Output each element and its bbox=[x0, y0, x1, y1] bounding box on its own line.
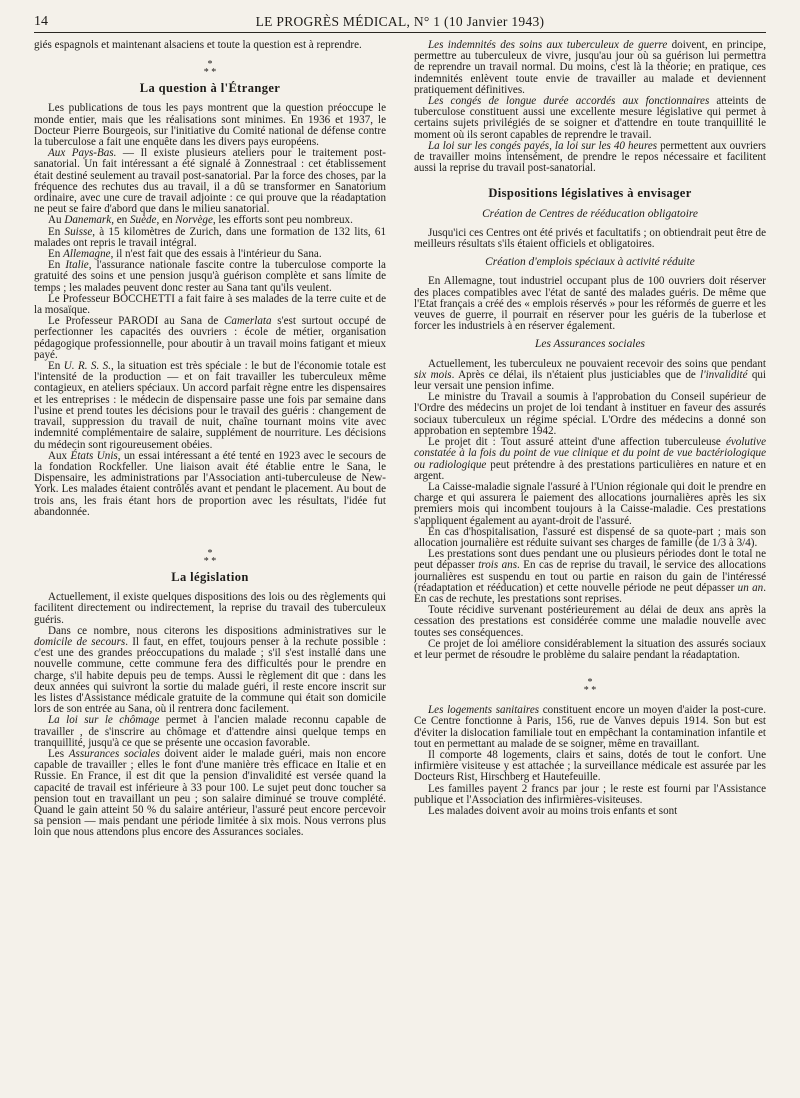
section-separator: * * * bbox=[203, 59, 217, 79]
running-header bbox=[34, 10, 766, 33]
section-separator: * * * bbox=[203, 547, 217, 567]
section-heading-legislation: La législation bbox=[171, 569, 249, 584]
left-column bbox=[34, 40, 386, 1088]
subheading-assurances: Les Assurances sociales bbox=[535, 338, 645, 351]
paragraph: Les familles payent 2 francs par jour ; le reste est fourni par l'Assistance publique et l'Association des infirmières-visiteuses. bbox=[414, 782, 766, 806]
paragraph: En Allemagne, il n'est fait que des essais à l'intérieur du Sana. bbox=[48, 248, 322, 261]
paragraph: Il comporte 48 logements, clairs et sains, dotés de tout le confort. Une infirmière visiteuse y est attachée ; la surveillance médicale est assurée par les Docteurs Rist, Hirschberg et Hautefeuille. bbox=[414, 748, 766, 784]
paragraph: Toute récidive survenant postérieurement au délai de deux ans après la cessation des prestations est considérée comme une maladie nouvelle avec toutes ses conséquences. bbox=[414, 604, 766, 639]
paragraph: En cas d'hospitalisation, l'assuré est dispensé de sa quote-part ; mais son allocation journalière est réduite suivant ses charges de famille (de 1/3 à 3/4). bbox=[414, 525, 766, 549]
paragraph: Les prestations sont dues pendant une ou plusieurs périodes dont le total ne peut dépasser trois ans. En cas de reprise du travail, le service des allocations journalières est suspendu en tout ou partie en raison du gain de l'intéressé (réadaptation et rééducation) et cette nouvelle période ne peut dépasser un an. En cas de rechute, les prestations sont reprises. bbox=[414, 548, 766, 605]
paragraph: En U. R. S. S., la situation est très spéciale : le but de l'économie totale est l'intensité de la production — et on fait travailler les tuberculeux même contagieux, en ateliers spéciaux. Un accord parfait règne entre les dispensaires et les entreprises : le médecin de dispensaire passe une fois par semaine dans l'usine et prend toutes les décisions pour le travail des guéris : changement de travail, suppression du travail de nuit, chaîne tournant moins vite avec indemnité complémentaire de salaire, supplément de nourriture. Les décisions du médecin sont rigoureusement obéies. bbox=[34, 360, 386, 451]
right-column bbox=[414, 40, 766, 1088]
paragraph: Le Professeur BOCCHETTI a fait faire à ses malades de la terre cuite et de la mosaïque. bbox=[34, 292, 386, 317]
paragraph: Aux Pays-Bas. — Il existe plusieurs ateliers pour le traitement post-sanatorial. Un fait intéressant a été signalé à Zonnestraal : cet établissement était destiné seulement au travail post-sanatorial. Par la force des choses, par la fréquence des rechutes dus au travail, il a dû se transformer en Sanatorium ordinaire, avec une cure de travail adjointe : ce qui prouve que la réadaptation ne peut se faire d'abord que dans le milieu sanatorial. bbox=[34, 147, 386, 216]
paragraph: Actuellement, les tuberculeux ne pouvaient recevoir des soins que pendant six mois. Après ce délai, ils n'étaient plus justiciables que de l'invalidité qui leur versait une pension infime. bbox=[414, 357, 766, 393]
subheading-emplois: Création d'emplois spéciaux à activité réduite bbox=[485, 256, 695, 269]
paragraph: Jusqu'ici ces Centres ont été privés et facultatifs ; on obtiendrait peut être de meilleurs résultats s'ils étaient officiels et obligatoires. bbox=[414, 226, 766, 251]
section-separator: * * * bbox=[583, 677, 597, 697]
paragraph: En Allemagne, tout industriel occupant plus de 100 ouvriers doit réserver des places compatibles avec l'état de santé des malades guéris. De même que l'Etat français a créé des « emplois réservés » pour les réformés de guerre et les veuves de guerre, il pourrait en réserver pour les guéris de la tuberlose et forcer les industriels à en réserver également. bbox=[414, 275, 766, 333]
paragraph: En Italie, l'assurance nationale fascite contre la tuberculose comporte la gratuité des soins et une pension jusqu'à guérison complète et sans limite de temps ; les malades peuvent donc rester au Sana tant qu'ils veulent. bbox=[34, 259, 386, 294]
section-heading-dispositions: Dispositions législatives à envisager bbox=[488, 186, 692, 201]
paragraph: Au Danemark, en Suède, en Norvège, les efforts sont peu nombreux. bbox=[48, 214, 353, 227]
paragraph: Le ministre du Travail a soumis à l'approbation du Conseil supérieur de l'Ordre des médecins un projet de loi tendant à instituer en faveur des assurés sociaux tuberculeux un régime spécial. L'Ordre des médecins a donné son approbation en septembre 1942. bbox=[414, 391, 766, 437]
paragraph: Les publications de tous les pays montrent que la question préoccupe le monde entier, mais que les réalisations sont minimes. En 1936 et 1937, le Docteur Pierre Bourgeois, sur l'initiative du Comité national de défense contre la tuberculose a fait une enquête dans les divers pays européens. bbox=[34, 102, 386, 149]
page-number: 14 bbox=[34, 14, 48, 29]
paragraph: Aux États Unis, un essai intéressant a été tenté en 1923 avec le secours de la fondation Rockfeller. Une liaison avait été établie entre le Sana, le Dispensaire, les administrations par l'Association anti-tuberculeuse de New-York. Les malades étaient contrôlés avant et pendant le placement. Au bout de trois ans, les frais étant hors de proportion avec les résultats, l'idée fut abandonnée. bbox=[34, 449, 386, 518]
paragraph: Les indemnités des soins aux tuberculeux de guerre doivent, en principe, permettre au tuberculeux de vivre, jusqu'au jour où sa guérison lui permettra de reprendre un travail normal. Du moins, c'est là la théorie; en pratique, ces indemnités enlèvent toute envie de travailler au malade et deviennent pratiquement définitives. bbox=[414, 40, 766, 96]
paragraph: La Caisse-maladie signale l'assuré à l'Union régionale qui doit le prendre en charge et qui assurera le paiement des allocations journalières après les six premiers mois qui incombent toujours à la Caisse-maladie. Ces prestations s'appliquent également au ayant-droit de l'assuré. bbox=[414, 480, 766, 527]
paragraph: giés espagnols et maintenant alsaciens et toute la question est à reprendre. bbox=[34, 40, 362, 51]
running-title: LE PROGRÈS MÉDICAL, N° 1 (10 Janvier 1943) bbox=[255, 14, 545, 29]
paragraph: Les Assurances sociales doivent aider le malade guéri, mais non encore capable de travailler ; elles le font d'une manière très efficace en Italie et en Russie. En France, il est dit que la pension d'invalidité est versée quand la capacité de travail est inférieure à 33 pour 100. Le sujet peut donc toucher sa pension tout en travaillant un peu ; son salaire diminué se trouve complété. Quand le gain atteint 50 % du salaire antérieur, l'assuré peut encore percevoir sa pension — mais pendant une période limitée à six mois. Nous verrons plus loin que nous attendons plus encore des Assurances sociales. bbox=[34, 747, 386, 839]
section-heading-etranger: La question à l'Étranger bbox=[139, 81, 281, 96]
paragraph: Les logements sanitaires constituent encore un moyen d'aider la post-cure. Ce Centre fonctionne à Paris, 156, rue de Vanves depuis 1914. Son but est d'éviter la dislocation familiale tout en empêchant la contamination infantile et tout en permettant au malade de se soigner, même en travaillant. bbox=[414, 704, 766, 750]
paragraph: Actuellement, il existe quelques dispositions des lois ou des règlements qui facilitent directement ou indirectement, la reprise du travail des tuberculeux guéris. bbox=[34, 591, 386, 626]
paragraph: La loi sur le chômage permet à l'ancien malade reconnu capable de travailler , de s'inscrire au chômage et d'attendre ainsi quelque temps en tranquillité, jusqu'à ce que se présente une occasion favorable. bbox=[34, 714, 386, 749]
paragraph: Le Professeur PARODI au Sana de Camerlata s'est surtout occupé de perfectionner les capacités des ouvriers : école de métier, organisation pédagogique professionnelle, pour aboutir à un travail moins fatigant et mieux payé. bbox=[34, 315, 386, 361]
paragraph: Ce projet de loi améliore considérablement la situation des assurés sociaux et leur permet de résoudre le problème du salaire pendant la réadaptation. bbox=[414, 637, 766, 661]
subheading-centres: Création de Centres de rééducation obligatoire bbox=[482, 207, 698, 220]
paragraph: Dans ce nombre, nous citerons les dispositions administratives sur le domicile de secours. Il faut, en effet, toujours penser à la rechute possible : c'est une des grandes préoccupations du malade ; s'il s'est installé dans une nouvelle commune, cette commune fera des difficultés pour le prendre en charge, s'il habite depuis peu de temps. Aussi le règlement dit que : dans les deux années qui suivront la sortie du malade guéri, il reste encore inscrit sur les listes d'Assistance médicale gratuite de la commune qui était son domicile lors de son entrée au Sana, où il rentrera donc facilement. bbox=[34, 624, 386, 716]
paragraph: Les congés de longue durée accordés aux fonctionnaires atteints de tuberculose constituent aussi une excellente mesure législative qui permet à certains sujets privilégiés de se soigner et d'attendre en toute tranquillité le moment où ils seront capables de reprendre le travail. bbox=[414, 95, 766, 141]
paragraph: Le projet dit : Tout assuré atteint d'une affection tuberculeuse évolutive constatée à la fois du point de vue clinique et du point de vue bactériologique ou radiologique peut prétendre à des prestations particulières en nature et en argent. bbox=[414, 436, 766, 482]
paragraph: La loi sur les congés payés, la loi sur les 40 heures permettent aux ouvriers de travailler moins intensément, de prendre le repos nécessaire et facilitent aussi la reprise du travail post-sanatorial. bbox=[414, 139, 766, 175]
paragraph: Les malades doivent avoir au moins trois enfants et sont bbox=[428, 804, 678, 817]
paragraph: En Suisse, à 15 kilomètres de Zurich, dans une formation de 132 lits, 61 malades ont repris le travail intégral. bbox=[34, 225, 386, 249]
